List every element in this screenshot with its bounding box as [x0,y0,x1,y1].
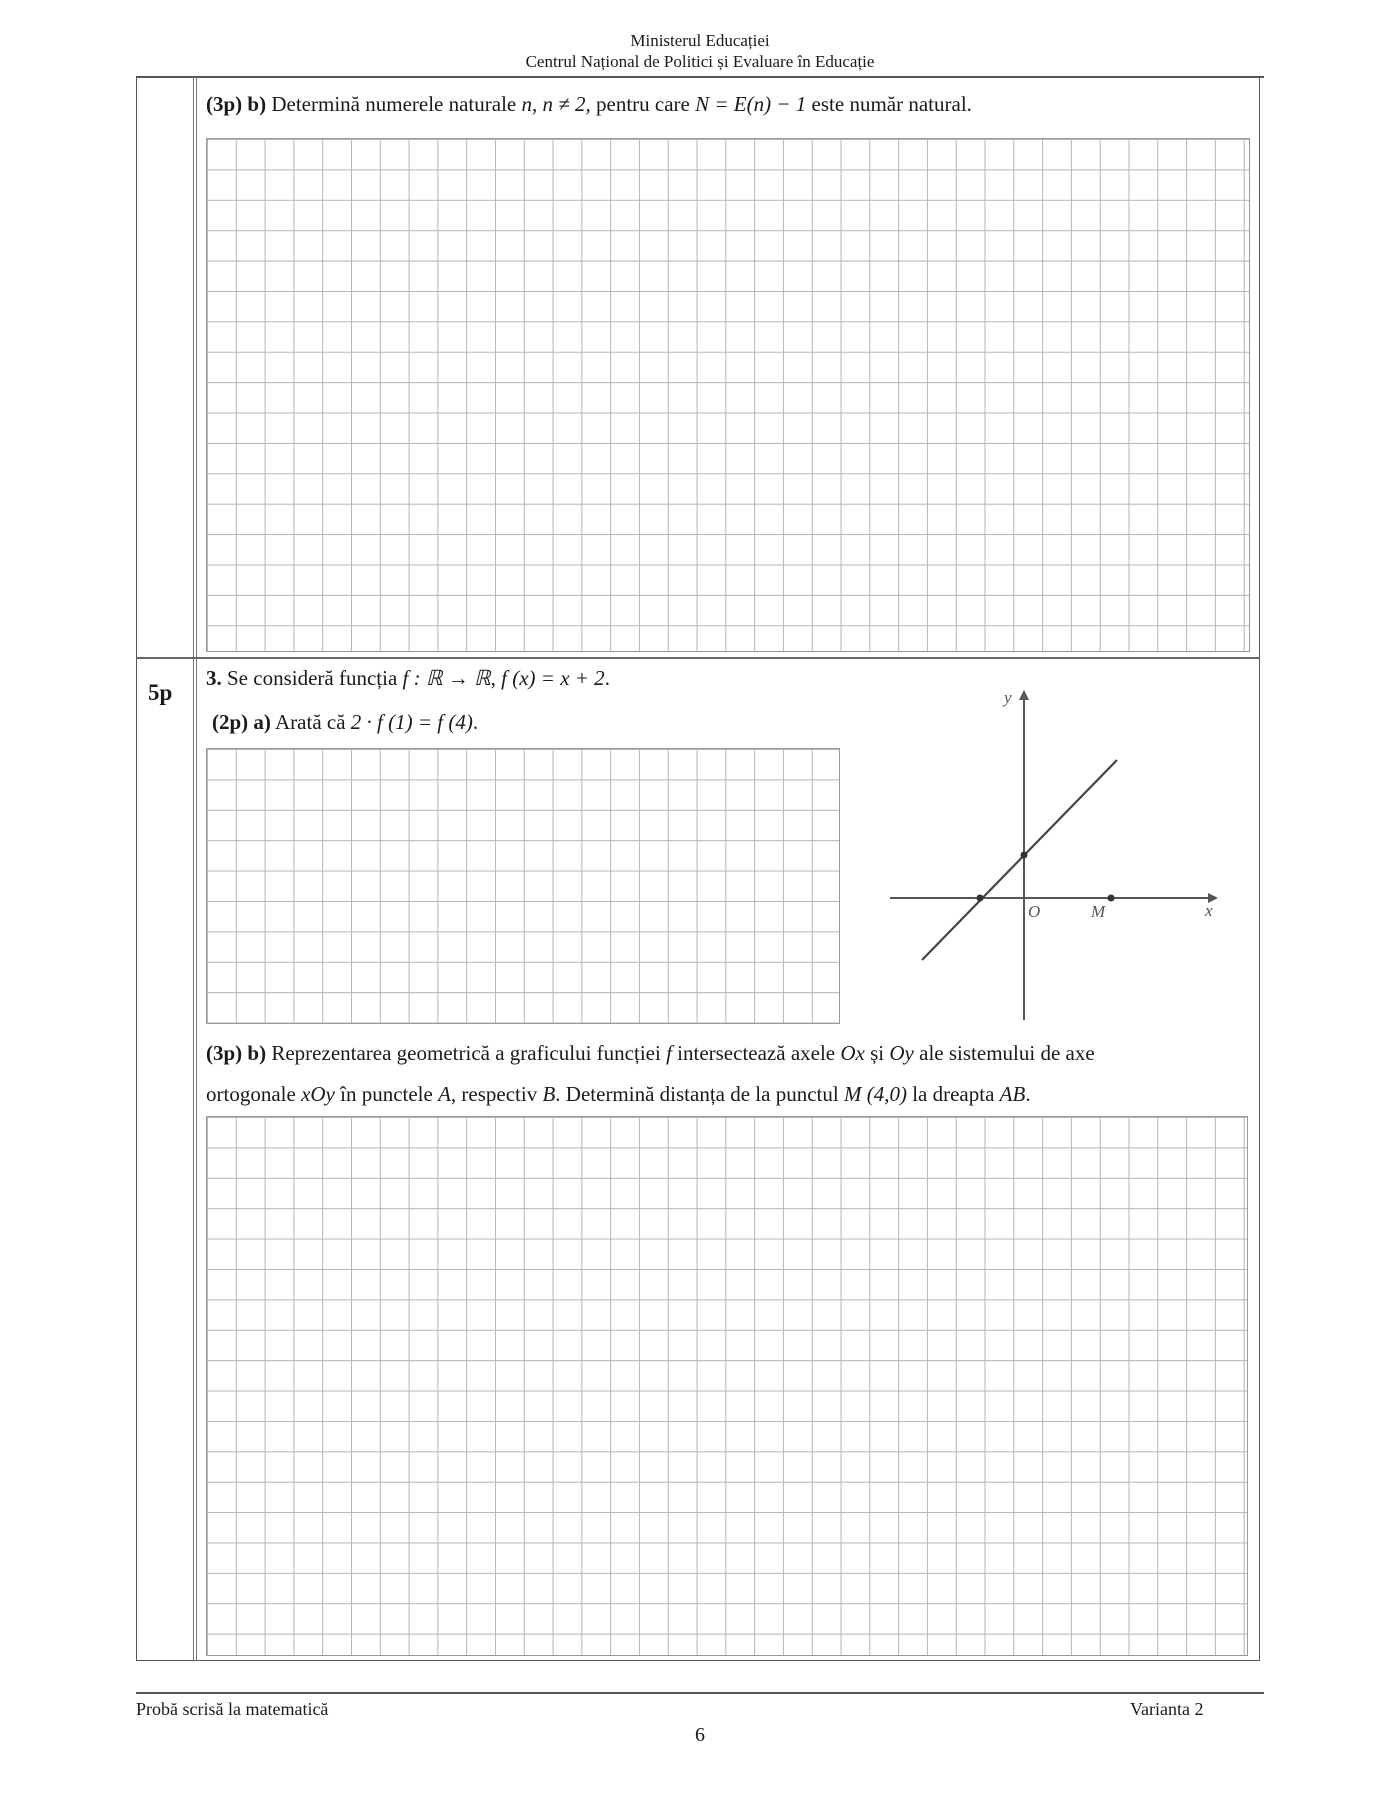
point-m-label: M [1091,902,1106,921]
item-3b-oy: Oy [889,1041,914,1065]
exercise-3-number: 3. [206,666,222,690]
item-3b-f: f [666,1041,672,1065]
item-3b-text: . Determină distanța de la punctul [555,1082,844,1106]
item-3b-text: , respectiv [450,1082,543,1106]
function-graph [878,680,1218,1020]
item-2b-text: , pentru care [585,92,696,116]
item-3b-point-m: M (4,0) [843,1082,907,1106]
item-3b-statement-line1 [206,1041,1095,1066]
answer-grid-2b[interactable] [206,138,1250,652]
origin-label: O [1028,902,1041,921]
item-3b-xoy: xOy [301,1082,335,1106]
page-number: 6 [695,1724,705,1746]
answer-grid-3a[interactable] [206,748,840,1024]
row-divider [136,657,1260,659]
item-3a-text: Arată că [270,710,351,734]
item-2b-points: (3p) [206,92,243,116]
item-3b-point-a: A [438,1082,451,1106]
item-3b-text: în punctele [334,1082,439,1106]
item-3a-statement [212,710,478,735]
point-b-dot [1021,852,1028,859]
exercise-3-text: , [490,666,502,690]
item-3a-text: . [472,710,479,734]
item-3b-line-ab: AB [999,1082,1026,1106]
item-3a-expression: 2 · f (1) = f (4) [350,710,473,734]
item-3b-points: (3p) [206,1041,243,1065]
item-3b-text: ale sistemului de axe [913,1041,1095,1065]
item-2b-text: , [531,92,543,116]
item-3a-points: (2p) [212,710,249,734]
item-3b-text: . [1025,1082,1031,1106]
x-axis-label: x [1205,901,1213,920]
footer-exam-title: Probă scrisă la matematică [136,1699,329,1719]
exercise-3-score: 5p [148,680,173,705]
answer-grid-3b[interactable] [206,1116,1248,1656]
item-2b-expression: N = E(n) − 1 [695,92,807,116]
item-2b-condition: n ≠ 2 [542,92,586,116]
item-3b-part: b) [247,1041,267,1065]
y-axis-label: y [1004,688,1012,707]
item-3b-text: intersectează axele [671,1041,841,1065]
point-m-dot [1108,895,1115,902]
footer-variant: Varianta 2 [1130,1699,1204,1719]
header-center: Centrul Național de Politici și Evaluare în Educație [525,52,875,71]
item-2b-text: Determină numerele naturale [266,92,522,116]
exercise-3-text: . [604,666,610,690]
item-3b-text: Reprezentarea geometrică a graficului funcției [266,1041,667,1065]
exercise-3-function-domain: f : ℝ → ℝ [402,666,491,690]
item-3b-text: ortogonale [206,1082,302,1106]
footer-rule [136,1692,1264,1694]
score-column-divider [193,77,197,1661]
item-3b-text: și [864,1041,890,1065]
exercise-3-text: Se consideră funcția [221,666,403,690]
function-line [922,760,1117,960]
exercise-3-statement [206,666,610,691]
item-3b-point-b: B [542,1082,556,1106]
exercise-3-formula: f (x) = x + 2 [501,666,605,690]
point-a-dot [977,895,984,902]
item-2b-text: este număr natural. [806,92,972,116]
page-header [0,30,1400,72]
item-3a-part: a) [253,710,271,734]
item-3b-ox: Ox [840,1041,865,1065]
item-2b-var-n: n [521,92,532,116]
item-2b-statement [206,92,972,117]
header-ministry: Ministerul Educației [630,31,770,50]
item-3b-statement-line2 [206,1082,1031,1107]
item-2b-part: b) [247,92,267,116]
item-3b-text: la dreapta [906,1082,1000,1106]
